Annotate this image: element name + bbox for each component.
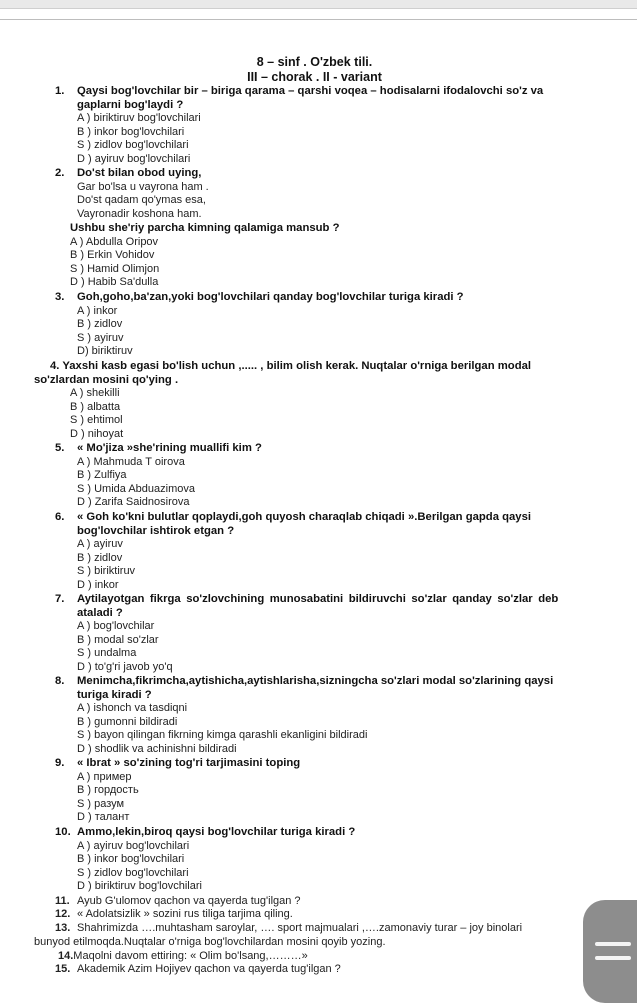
option-s: S ) ayiruv (77, 331, 124, 344)
option-d: D ) ayiruv bog'lovchilari (77, 152, 191, 165)
question-text: Aytilayotgan fikrga so'zlovchining munosabatini bildiruvchi so'zlar qanday so'zlar deb (77, 593, 559, 605)
option-s: S ) разум (77, 797, 125, 810)
option-d: D ) Habib Sa'dulla (70, 276, 159, 289)
option-a: A ) inkor (77, 304, 118, 317)
question-text-cont: bunyod etilmoqda.Nuqtalar o'rniga bog'lovchilardan mosini qoyib yozing. (34, 935, 386, 948)
question-text: Qaysi bog'lovchilar bir – biriga qarama – qarshi voqea – hodisalarni ifodalovchi so'z va (77, 85, 544, 97)
question-text: Do'st bilan obod uying, (77, 167, 202, 179)
option-d: D ) талант (77, 811, 130, 824)
question-text-cont: bog'lovchilar ishtirok etgan ? (77, 524, 235, 537)
option-a: A ) ayiruv bog'lovchilari (77, 839, 190, 852)
option-a: A ) Mahmuda T oirova (77, 455, 185, 468)
question-2-prompt (70, 222, 610, 290)
option-b: B ) albatta (70, 400, 121, 413)
question-11: 11. Ayub G'ulomov qachon va qayerda tug'ilgan ? (55, 895, 301, 907)
question-4-options (70, 387, 610, 441)
option-d: D ) Zarifa Saidnosirova (77, 496, 190, 509)
option-a: A ) пример (77, 770, 132, 783)
question-2: 2. Do'st bilan obod uying, Gar bo'lsa u vayrona ham . Do'st qadam qo'ymas esa, Vayronadir koshona ham. (55, 167, 615, 221)
page-title: 8 – sinf . O'zbek tili. (256, 55, 373, 69)
option-b: B ) gumonni bildiradi (77, 715, 178, 728)
option-b: B ) zidlov (77, 551, 123, 564)
question-9: 9. « Ibrat » so'zining tog'ri tarjimasini toping A ) пример B ) гордость S ) разум D ) талант (55, 757, 615, 825)
menu-bar (595, 956, 631, 960)
option-b: B ) inkor bog'lovchilari (77, 125, 185, 138)
question-text: « Mo'jiza »she'rining muallifi kim ? (77, 442, 262, 454)
hamburger-menu-icon[interactable] (583, 900, 637, 1003)
question-text: « Goh ko'kni bulutlar qoplaydi,goh quyosh charaqlab chiqadi ».Berilgan gapda qaysi (77, 511, 532, 523)
option-s: S ) bayon qilingan fikrning kimga qarashli ekanligini bildiradi (77, 729, 368, 742)
question-7: 7. Aytilayotgan fikrga so'zlovchining munosabatini bildiruvchi so'zlar qanday so'zlar deb ataladi ? A ) bog'lovchilar B ) modal so'zlar S ) undalma D ) to'g'ri javob yo'q (55, 593, 597, 675)
question-text: Menimcha,fikrimcha,aytishicha,aytishlarisha,sizningcha so'zlari modal so'zlarining qaysi (77, 675, 554, 687)
question-text: Shahrimizda ….muhtasham saroylar, …. sport majmualari ,….zamonaviy turar – joy binolari (77, 922, 523, 934)
question-5: 5. « Mo'jiza »she'rining muallifi kim ? A ) Mahmuda T oirova B ) Zulfiya S ) Umida Abduazimova D ) Zarifa Saidnosirova (55, 442, 615, 510)
question-text: Yaxshi kasb egasi bo'lish uchun ,..... , bilim olish kerak. Nuqtalar o'rniga berilgan modal (62, 360, 532, 372)
question-10: 10. Ammo,lekin,biroq qaysi bog'lovchilar turiga kiradi ? A ) ayiruv bog'lovchilari B ) inkor bog'lovchilari S ) zidlov bog'lovchilari D ) biriktiruv bog'lovchilari (55, 826, 615, 894)
poem-line: Gar bo'lsa u vayrona ham . (77, 180, 209, 193)
question-text: Akademik Azim Hojiyev qachon va qayerda tug'ilgan ? (77, 963, 341, 975)
option-s: S ) ehtimol (70, 414, 123, 427)
option-a: A ) shekilli (70, 387, 120, 399)
question-4: 4. Yaxshi kasb egasi bo'lish uchun ,..... , bilim olish kerak. Nuqtalar o'rniga berilgan modal so'zlardan mosini qo'ying . (34, 360, 624, 387)
question-text: Ushbu she'riy parcha kimning qalamiga mansub ? (70, 222, 340, 234)
option-s: S ) zidlov bog'lovchilari (77, 866, 189, 879)
option-b: B ) inkor bog'lovchilari (77, 853, 185, 866)
question-text: Goh,goho,ba'zan,yoki bog'lovchilari qanday bog'lovchilar turiga kiradi ? (77, 291, 464, 303)
option-d: D ) inkor (77, 578, 119, 591)
question-text-cont: so'zlardan mosini qo'ying . (34, 373, 179, 386)
poem-line: Do'st qadam qo'ymas esa, (77, 194, 206, 207)
option-b: B ) гордость (77, 784, 139, 797)
question-1: 1. Qaysi bog'lovchilar bir – biriga qarama – qarshi voqea – hodisalarni ifodalovchi so'z va gaplarni bog'laydi ? A ) biriktiruv bog'lovchilari B ) inkor bog'lovchilari S ) zidlov bog'lovchilari D ) ayiruv bog'lovchilari (55, 85, 615, 167)
menu-bar (595, 942, 631, 946)
top-bar (0, 0, 637, 9)
option-a: A ) ayiruv (77, 538, 123, 551)
option-s: S ) zidlov bog'lovchilari (77, 139, 189, 152)
option-b: B ) zidlov (77, 318, 123, 331)
question-text-cont: gaplarni bog'laydi ? (77, 98, 184, 111)
question-text: Ammo,lekin,biroq qaysi bog'lovchilar turiga kiradi ? (77, 826, 356, 838)
question-13: 13. Shahrimizda ….muhtasham saroylar, …. sport majmualari ,….zamonaviy turar – joy binolari bunyod etilmoqda.Nuqtalar o'rniga bog'lovchilardan mosini qoyib yozing. (34, 922, 579, 949)
question-text: Maqolni davom ettiring: « Olim bo'lsang,………» (73, 950, 308, 962)
option-a: A ) Abdulla Oripov (70, 235, 159, 248)
top-divider (0, 19, 637, 20)
question-6: 6. « Goh ko'kni bulutlar qoplaydi,goh quyosh charaqlab chiqadi ».Berilgan gapda qaysi bog'lovchilar ishtirok etgan ? A ) ayiruv B ) zidlov S ) biriktiruv D ) inkor (55, 511, 615, 593)
option-d: D ) shodlik va achinishni bildiradi (77, 742, 237, 755)
option-b: B ) modal so'zlar (77, 633, 159, 646)
option-s: S ) undalma (77, 647, 137, 660)
question-14: 14.Maqolni davom ettiring: « Olim bo'lsang,………» (58, 950, 308, 962)
question-text: « Adolatsizlik » sozini rus tiliga tarjima qiling. (77, 908, 293, 920)
question-8: 8. Menimcha,fikrimcha,aytishicha,aytishlarisha,sizningcha so'zlari modal so'zlarining qaysi turiga kiradi ? A ) ishonch va tasdiqni B ) gumonni bildiradi S ) bayon qilingan fikrning kimga qarashli ekanligini bildiradi D ) shodlik va achinishni bildiradi (55, 675, 600, 757)
poem-line: Vayronadir koshona ham. (77, 207, 202, 220)
question-text: Ayub G'ulomov qachon va qayerda tug'ilgan ? (77, 895, 301, 907)
option-d: D ) to'g'ri javob yo'q (77, 660, 173, 673)
option-a: A ) biriktiruv bog'lovchilari (77, 112, 201, 125)
option-a: A ) ishonch va tasdiqni (77, 702, 188, 715)
option-a: A ) bog'lovchilar (77, 620, 155, 633)
question-3: 3. Goh,goho,ba'zan,yoki bog'lovchilari qanday bog'lovchilar turiga kiradi ? A ) inkor B ) zidlov S ) ayiruv D) biriktiruv (55, 291, 615, 359)
question-12: 12. « Adolatsizlik » sozini rus tiliga tarjima qiling. (55, 908, 293, 920)
option-d: D) biriktiruv (77, 345, 133, 358)
question-text-cont: turiga kiradi ? (77, 688, 152, 701)
question-15: 15. Akademik Azim Hojiyev qachon va qayerda tug'ilgan ? (55, 963, 341, 975)
option-b: B ) Erkin Vohidov (70, 249, 155, 262)
page-subtitle: III – chorak . II - variant (247, 70, 382, 84)
option-s: S ) Umida Abduazimova (77, 482, 195, 495)
option-d: D ) nihoyat (70, 427, 124, 440)
question-text: « Ibrat » so'zining tog'ri tarjimasini toping (77, 757, 301, 769)
option-d: D ) biriktiruv bog'lovchilari (77, 880, 202, 893)
option-s: S ) Hamid Olimjon (70, 262, 160, 275)
question-text-cont: ataladi ? (77, 606, 123, 619)
option-b: B ) Zulfiya (77, 469, 127, 482)
option-s: S ) biriktiruv (77, 565, 136, 578)
